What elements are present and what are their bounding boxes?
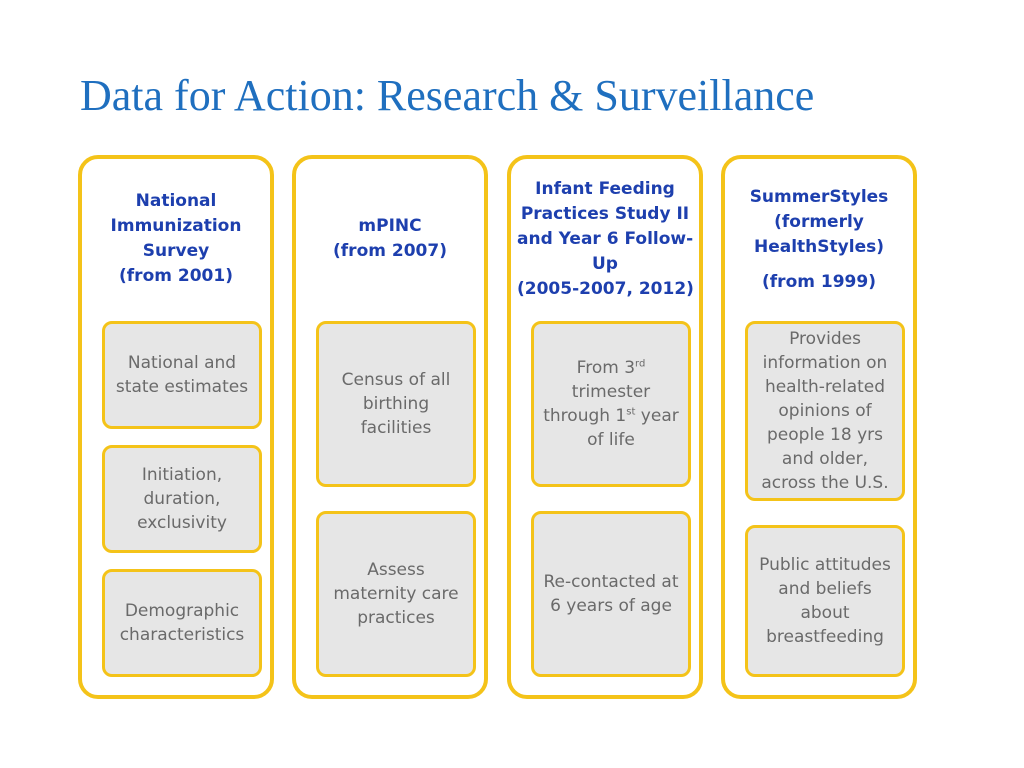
slide-title: Data for Action: Research & Surveillance <box>80 71 815 120</box>
box-line: Re-contacted at <box>543 572 679 592</box>
box-line: information on <box>762 353 888 373</box>
box-line: facilities <box>360 418 432 438</box>
box-line: Public attitudes <box>759 555 891 575</box>
column-mpinc <box>292 155 488 699</box>
heading-line: (from 2007) <box>333 241 447 261</box>
heading-line: and Year 6 Follow- <box>517 229 694 249</box>
box-line: duration, <box>143 489 221 509</box>
box-line: From 3rd <box>576 358 646 378</box>
info-box <box>531 511 691 677</box>
column-heading <box>517 177 693 302</box>
box-line: 6 years of age <box>550 596 672 616</box>
heading-line: (from 1999) <box>762 272 876 292</box>
info-box <box>745 321 905 501</box>
box-line: exclusivity <box>137 513 227 533</box>
heading-line: (2005-2007, 2012) <box>517 279 694 299</box>
column-heading <box>88 189 264 289</box>
column-infant-feeding-practices-study <box>507 155 703 699</box>
heading-line: Up <box>592 254 618 274</box>
info-box <box>316 511 476 677</box>
column-heading <box>731 185 907 295</box>
heading-line: Practices Study II <box>520 204 690 224</box>
box-line: opinions of <box>778 401 872 421</box>
info-box <box>102 321 262 429</box>
box-line: of life <box>587 430 635 450</box>
info-box <box>102 569 262 677</box>
heading-line: Infant Feeding <box>535 179 675 199</box>
column-national-immunization-survey <box>78 155 274 699</box>
info-box <box>531 321 691 487</box>
box-line: practices <box>357 608 435 628</box>
info-box <box>745 525 905 677</box>
box-line: maternity care <box>333 584 459 604</box>
box-line: Census of all <box>341 370 451 390</box>
box-line: and older, <box>781 449 869 469</box>
box-line: breastfeeding <box>766 627 884 647</box>
box-line: trimester <box>571 382 651 402</box>
box-line: Demographic <box>124 601 240 621</box>
info-box <box>102 445 262 553</box>
heading-line: SummerStyles <box>749 187 889 207</box>
box-line: state estimates <box>115 377 249 397</box>
box-line: Provides <box>789 329 861 349</box>
box-line: about <box>800 603 850 623</box>
box-line: National and <box>127 353 237 373</box>
heading-line: HealthStyles) <box>754 237 884 257</box>
info-box <box>316 321 476 487</box>
box-line: through 1st year <box>543 406 679 426</box>
box-line: health-related <box>764 377 886 397</box>
box-line: across the U.S. <box>761 473 889 493</box>
box-line: Initiation, <box>141 465 223 485</box>
column-summerstyles <box>721 155 917 699</box>
heading-line: National <box>135 191 217 211</box>
box-line: and beliefs <box>778 579 872 599</box>
box-line: birthing <box>362 394 430 414</box>
column-heading <box>302 214 478 264</box>
box-line: Assess <box>367 560 425 580</box>
heading-line: Survey <box>142 241 210 261</box>
heading-line: (formerly <box>774 212 864 232</box>
heading-line: mPINC <box>358 216 422 236</box>
box-line: characteristics <box>119 625 245 645</box>
heading-line: Immunization <box>110 216 242 236</box>
box-line: people 18 yrs <box>767 425 883 445</box>
heading-line: (from 2001) <box>119 266 233 286</box>
